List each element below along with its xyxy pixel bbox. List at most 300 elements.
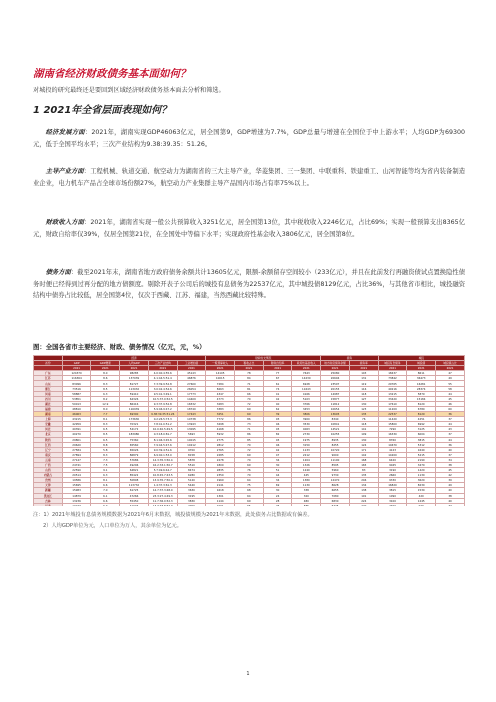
year-header: 2021	[292, 366, 321, 371]
table-cell: 14879	[62, 493, 91, 498]
table-cell: 4166	[292, 391, 321, 396]
table-cell: 3620	[407, 478, 436, 483]
table-cell: 8158	[177, 452, 206, 457]
table-cell: 4347	[206, 391, 235, 396]
table-cell: 14.7:37.3:48.0	[148, 488, 177, 493]
table-cell: 5745	[321, 503, 350, 506]
table-cell: 113032	[120, 386, 149, 391]
table-cell: 17773	[177, 391, 206, 396]
table-cell: 6830	[321, 498, 350, 503]
table-cell: 37	[436, 452, 465, 457]
table-cell: 168	[349, 457, 378, 462]
table-cell: 86	[235, 417, 264, 422]
paragraph-text: ：工程机械、轨道交通、航空动力为湖南省的三大主导产业，华菱集团、三一集团、中联重科、铁建重工、山河智能等均为省内装备制造业企业，电力机车产品占全球市场份额27%，航空动力产业集群主导产品国内市场占有率75%以上。	[33, 168, 466, 187]
table-cell: 44	[436, 437, 465, 442]
table-cell: 9.38:39.35:51.26	[148, 412, 177, 417]
table-cell: 12470	[321, 478, 350, 483]
table-cell: 7080	[321, 493, 350, 498]
table-cell: 34	[263, 478, 292, 483]
table-cell: 585	[292, 503, 321, 506]
table-cell: 14670	[378, 442, 407, 447]
group-header-chengtou: 城投	[378, 356, 464, 361]
table-cell: 37	[436, 503, 465, 506]
table-cell: 5.8	[91, 447, 120, 452]
table-cell: 70	[235, 473, 264, 478]
table-cell: 45	[436, 468, 465, 473]
table-cell: 10.0:40.5:49.5	[148, 427, 177, 432]
table-cell: 64	[235, 493, 264, 498]
table-cell: 34	[263, 457, 292, 462]
table-cell: 124370	[62, 371, 91, 376]
table-cell: 24741	[62, 462, 91, 467]
table-cell: 131	[349, 376, 378, 381]
table-cell: 10255	[321, 432, 350, 437]
table-cell: 8.0	[91, 371, 120, 376]
table-cell: 124	[349, 442, 378, 447]
province-cell: 河北	[34, 427, 63, 432]
table-cell: 1800	[206, 462, 235, 467]
table-cell: 46063	[62, 412, 91, 417]
table-cell: 3530	[292, 422, 321, 427]
table-cell: 8.8	[91, 442, 120, 447]
table-cell: 7.3:39.9:52.8	[148, 381, 177, 386]
table-cell: 40391	[62, 427, 91, 432]
table-cell: 1530	[407, 488, 436, 493]
note-2: 2）人均GDP单位为元，人口单位为万人，其余单位为亿元。	[43, 523, 182, 529]
table-cell: 3498	[206, 422, 235, 427]
province-cell: 山东	[34, 381, 63, 386]
table-cell: 7.9:44.5:47.6	[148, 442, 177, 447]
year-header: 2021	[177, 366, 206, 371]
note-1: 注：1）2021年城投有息债务规模数据为2021年6月末数据，城投债规模为2021年末数据，此处债务占比数据或有偏差。	[33, 512, 313, 518]
table-cell: 11420	[378, 417, 407, 422]
table-cell: 2212	[292, 452, 321, 457]
table-cell: 6.3	[91, 473, 120, 478]
table-cell: 70	[235, 396, 264, 401]
table-cell: 37	[436, 432, 465, 437]
table-cell: 3190	[378, 468, 407, 473]
province-cell: 辽宁	[34, 447, 63, 452]
year-header: 2021	[321, 366, 350, 371]
table-cell: 30	[263, 462, 292, 467]
table-cell: 65026	[120, 447, 149, 452]
year-header: 2021	[378, 366, 407, 371]
table-cell: 49	[436, 483, 465, 488]
table-cell: 29801	[62, 437, 91, 442]
column-header: 税收占比	[235, 361, 264, 366]
table-cell: 85	[235, 437, 264, 442]
table-cell: 50808	[120, 478, 149, 483]
table-cell: 70321	[120, 422, 149, 427]
table-cell: 8120	[407, 401, 436, 406]
table-cell: 4063	[292, 427, 321, 432]
table-cell: 28	[263, 498, 292, 503]
table-cell: 50013	[62, 401, 91, 406]
group-header-fiscal: 财政收支情况	[206, 356, 321, 361]
province-cell: 湖南	[34, 412, 63, 417]
table-cell: 246	[349, 478, 378, 483]
table-cell: 81727	[120, 381, 149, 386]
table-cell: 14409	[177, 396, 206, 401]
table-cell: 41046	[120, 503, 149, 506]
table-cell: 10.5:37.0:52.5	[148, 396, 177, 401]
table-cell: 45	[436, 396, 465, 401]
year-header: 2021	[148, 366, 177, 371]
table-cell: 5440	[177, 483, 206, 488]
table-cell: 6928	[292, 381, 321, 386]
table-cell: 5932	[206, 432, 235, 437]
table-cell: 72	[235, 447, 264, 452]
table-cell: 4.0:40.4:55.6	[148, 371, 177, 376]
table-cell: 5.7:49.6:44.7	[148, 468, 177, 473]
table-cell: 9330	[378, 478, 407, 483]
table-cell: 7643	[292, 371, 321, 376]
year-header: 2021	[263, 366, 292, 371]
table-cell: 2285	[206, 452, 235, 457]
table-cell: 13943	[177, 422, 206, 427]
table-cell: 44	[436, 422, 465, 427]
table-cell: 14987	[321, 391, 350, 396]
table-cell: 29765	[378, 381, 407, 386]
table-cell: 15695	[62, 483, 91, 488]
table-cell: 14200	[378, 452, 407, 457]
table-cell: 30	[263, 488, 292, 493]
table-cell: 68	[235, 488, 264, 493]
table-cell: 7.3	[91, 457, 120, 462]
table-cell: 13.3:33.8:52.9	[148, 503, 177, 506]
province-cell: 甘肃	[34, 503, 63, 506]
table-cell: 13236	[62, 498, 91, 503]
table-cell: 9045	[378, 462, 407, 467]
table-cell: 116364	[62, 376, 91, 381]
table-cell: 15184	[407, 396, 436, 401]
table-cell: 445	[292, 473, 321, 478]
table-cell: 4773	[206, 396, 235, 401]
table-cell: 16330	[378, 432, 407, 437]
table-cell: 8.1:46.3:45.6	[148, 437, 177, 442]
table-cell: 17610	[378, 401, 407, 406]
table-cell: 3453	[292, 406, 321, 411]
table-cell: 78	[235, 371, 264, 376]
table-cell: 44	[263, 473, 292, 478]
table-cell: 16532	[177, 401, 206, 406]
table-cell: 42	[263, 447, 292, 452]
table-cell: 8.3	[91, 381, 120, 386]
province-cell: 云南	[34, 457, 63, 462]
column-header: 城投债占比	[436, 361, 465, 366]
table-cell: 82	[263, 432, 292, 437]
table-cell: 109	[349, 432, 378, 437]
table-cell: 42959	[62, 422, 91, 427]
table-cell: 11812	[321, 401, 350, 406]
table-cell: 2660	[378, 473, 407, 478]
table-cell: 8595	[321, 462, 350, 467]
table-cell: 53851	[62, 396, 91, 401]
table-cell: 118	[349, 391, 378, 396]
table-cell: 61	[263, 381, 292, 386]
table-cell: 1420	[407, 468, 436, 473]
table-cell: 2900	[177, 503, 206, 506]
table-cell: 2775	[206, 437, 235, 442]
table-cell: 93	[263, 417, 292, 422]
table-cell: 135	[349, 473, 378, 478]
table-cell: 1975	[292, 437, 321, 442]
table-cell: 3630	[177, 488, 206, 493]
table-cell: 6004	[407, 432, 436, 437]
table-cell: 127	[349, 396, 378, 401]
table-cell: 61725	[120, 488, 149, 493]
year-header: 2021	[91, 366, 120, 371]
table-cell: 1380	[292, 478, 321, 483]
table-cell: 46	[263, 422, 292, 427]
province-cell: 内蒙古	[34, 473, 63, 478]
column-header: 地方政府债务余额	[321, 361, 350, 366]
table-cell: 49216	[378, 386, 407, 391]
table-cell: 74	[263, 386, 292, 391]
table-cell: 12.9	[91, 401, 120, 406]
table-cell: 135	[349, 412, 378, 417]
table-cell: 76	[349, 417, 378, 422]
table-cell: 9700	[177, 447, 206, 452]
table-cell: 71	[235, 381, 264, 386]
table-cell: 6420	[378, 457, 407, 462]
table-cell: 22590	[62, 468, 91, 473]
table-cell: 73	[235, 422, 264, 427]
province-cell: 广西	[34, 462, 63, 467]
table-cell: 81	[235, 386, 264, 391]
table-cell: 84	[235, 376, 264, 381]
paragraph-text: ：2021年，湖南省实现一般公共预算收入3251亿元，居全国第13位，其中税收收入2246亿元，占比69%；实现一般预算支出8365亿元，财政自给率仅39%，仅居全国第21位，在全国处中等偏下水平；实现政府性基金收入3806亿元，居全国第8位。	[33, 219, 466, 238]
table-cell: 45	[263, 437, 292, 442]
table-cell: 40270	[62, 432, 91, 437]
table-cell: 75	[235, 483, 264, 488]
table-cell: 13605	[321, 412, 350, 417]
paragraph-debt	[33, 267, 465, 302]
province-cell: 河南	[34, 391, 63, 396]
page-subtitle: 对城投的研究最终还是要回到区域经济财政债务基本面去分析和筛选。	[33, 87, 225, 94]
table-cell: 9000	[321, 452, 350, 457]
table-cell: 38	[436, 462, 465, 467]
table-cell: 54172	[120, 427, 149, 432]
table-cell: 33420	[378, 396, 407, 401]
table-cell: 86	[235, 432, 264, 437]
table-cell: 47	[436, 371, 465, 376]
table-cell: 8.5	[91, 432, 120, 437]
table-cell: 9.5:41.3:49.1	[148, 391, 177, 396]
table-cell: 15983	[62, 488, 91, 493]
table-cell: 39	[263, 412, 292, 417]
table-cell: 40	[263, 401, 292, 406]
table-cell: 3766	[292, 401, 321, 406]
table-cell: 6.9	[91, 503, 120, 506]
table-cell: 130	[349, 401, 378, 406]
table-cell: 3251	[206, 412, 235, 417]
table-row	[34, 503, 465, 506]
table-cell: 6280	[177, 473, 206, 478]
table-cell: 49206	[120, 462, 149, 467]
table-cell: 13215	[378, 391, 407, 396]
year-header: 2021	[120, 366, 149, 371]
table-cell: 8760	[378, 437, 407, 442]
table-cell: 183980	[120, 432, 149, 437]
table-cell: 130	[349, 437, 378, 442]
table-cell: 1130	[407, 473, 436, 478]
table-cell: 45143	[177, 371, 206, 376]
table-cell: 5960	[321, 468, 350, 473]
table-cell: 7.5	[91, 462, 120, 467]
table-cell: 15877	[321, 396, 350, 401]
table-cell: 4168	[206, 427, 235, 432]
table-cell: 7.7	[91, 412, 120, 417]
table-cell: 2141	[206, 483, 235, 488]
table-cell: 173630	[120, 417, 149, 422]
table-cell: 5879	[407, 391, 436, 396]
table-cell: 26054	[177, 386, 206, 391]
table-cell: 1130	[292, 483, 321, 488]
table-cell: 16281	[407, 381, 436, 386]
table-cell: 9.1	[91, 468, 120, 473]
table-cell: 15800	[378, 422, 407, 427]
table-cell: 9.3:37.9:52.8	[148, 401, 177, 406]
table-cell: 7290	[378, 427, 407, 432]
column-header: GDP增速	[91, 361, 120, 366]
page-title: 湖南省经济财政债务基本面如何？	[33, 68, 191, 80]
table-cell: 40	[436, 488, 465, 493]
table-cell: 86416	[120, 401, 149, 406]
table-cell: 6.6	[91, 498, 120, 503]
table-cell: 171	[349, 447, 378, 452]
table-cell: 72	[235, 401, 264, 406]
table-cell: 13.9:35.7:50.4	[148, 478, 177, 483]
table-cell: 19586	[62, 478, 91, 483]
table-cell: 22537	[378, 412, 407, 417]
table-cell: 64326	[120, 396, 149, 401]
table-cell: 83	[349, 468, 378, 473]
table-cell: 4251	[407, 417, 436, 422]
table-cell: 1001	[206, 503, 235, 506]
table-cell: 83096	[62, 381, 91, 386]
table-cell: 8628	[321, 483, 350, 488]
table-cell: 37	[436, 417, 465, 422]
table-cell: 8.3	[91, 452, 120, 457]
paragraph-lead: 财政收入方面	[45, 219, 85, 226]
figure-caption: 图：全国各省市主要经济、财政、债务情况（亿元，元，%）	[33, 343, 206, 351]
table-cell: 8340	[321, 417, 350, 422]
province-cell: 北京	[34, 432, 63, 437]
table-cell: 11190	[321, 457, 350, 462]
table-cell: 58	[436, 386, 465, 391]
table-cell: 6655	[321, 488, 350, 493]
table-cell: 42	[263, 396, 292, 401]
table-cell: 69	[235, 498, 264, 503]
table-cell: 14521	[321, 427, 350, 432]
table-cell: 42	[436, 473, 465, 478]
year-header: 2021	[62, 366, 91, 371]
table-cell: 6.9:40.1:53.0	[148, 452, 177, 457]
table-cell: 43215	[62, 417, 91, 422]
year-header: 2021	[436, 366, 465, 371]
table-cell: 34	[436, 457, 465, 462]
table-cell: 7772	[206, 417, 235, 422]
table-cell: 141	[349, 427, 378, 432]
table-cell: 8611	[407, 371, 436, 376]
province-cell: 重庆	[34, 452, 63, 457]
table-cell: 3195	[177, 493, 206, 498]
column-header: 债务率	[349, 361, 378, 366]
table-cell: 11209	[378, 406, 407, 411]
table-cell: 9.0:39.4:51.6	[148, 447, 177, 452]
table-cell: 116939	[120, 406, 149, 411]
table-cell: 5312	[407, 442, 436, 447]
table-cell: 64821	[120, 468, 149, 473]
table-cell: 1969	[206, 478, 235, 483]
table-cell: 1.4:37.3:61.3	[148, 483, 177, 488]
paragraph-economy	[33, 127, 465, 150]
table-cell: 9730	[321, 473, 350, 478]
table-cell: 8129	[407, 412, 436, 417]
province-cell: 安徽	[34, 422, 63, 427]
table-cell: 43	[436, 427, 465, 432]
table-cell: 220	[349, 503, 378, 506]
table-cell: 138	[349, 488, 378, 493]
table-cell: 165	[349, 462, 378, 467]
year-header: 2021	[206, 366, 235, 371]
table-cell: 2765	[206, 447, 235, 452]
column-header: 一般预算收入	[206, 361, 235, 366]
column-header: GDP	[62, 361, 91, 366]
table-cell: 27584	[62, 447, 91, 452]
table-cell: 77	[263, 371, 292, 376]
table-cell: 69	[235, 406, 264, 411]
table-cell: 10720	[321, 447, 350, 452]
table-cell: 70	[235, 442, 264, 447]
table-cell: 8.3	[91, 422, 120, 427]
year-header: 2021	[407, 366, 436, 371]
table-cell: 3470	[407, 462, 436, 467]
table-cell: 118	[349, 422, 378, 427]
section-heading: 1 2021年全省层面表现如何？	[33, 105, 172, 116]
table-cell: 142	[349, 452, 378, 457]
table-cell: 16.2:33.1:50.7	[148, 462, 177, 467]
table-cell: 46	[436, 401, 465, 406]
table-cell: 8.6	[91, 376, 120, 381]
table-cell: 11.7:36.0:52.3	[148, 498, 177, 503]
column-header: 工业增加值	[177, 361, 206, 366]
table-cell: 5878	[177, 457, 206, 462]
table-cell: 69	[235, 412, 264, 417]
column-header: 财政自给率	[263, 361, 292, 366]
table-cell: 2730	[292, 432, 321, 437]
table-cell: 2190	[407, 457, 436, 462]
table-cell: 7.0	[91, 488, 120, 493]
province-cell: 天津	[34, 483, 63, 488]
table-cell: 1640	[407, 447, 436, 452]
table-cell: 1090	[378, 493, 407, 498]
table-cell: 45	[263, 427, 292, 432]
table-cell: 8.1	[91, 478, 120, 483]
table-cell: 480	[292, 498, 321, 503]
table-cell: 24	[263, 493, 292, 498]
table-cell: 86879	[120, 452, 149, 457]
table-cell: 103	[349, 371, 378, 376]
table-cell: 58887	[62, 391, 91, 396]
column-header: 省份	[34, 361, 63, 366]
table-cell: 36	[436, 442, 465, 447]
table-cell: 60	[436, 406, 465, 411]
paragraph-text: ：2021年，湖南实现GDP46063亿元，居全国第9，GDP增速为7.7%，GDP总量与增速在全国位于中上游水平；人均GDP为69300元，低于全国平均水平；三次产业结构为9.38:39.35：51.26。	[33, 129, 465, 148]
province-cell: 黑龙江	[34, 493, 63, 498]
column-header: 城投债	[407, 361, 436, 366]
